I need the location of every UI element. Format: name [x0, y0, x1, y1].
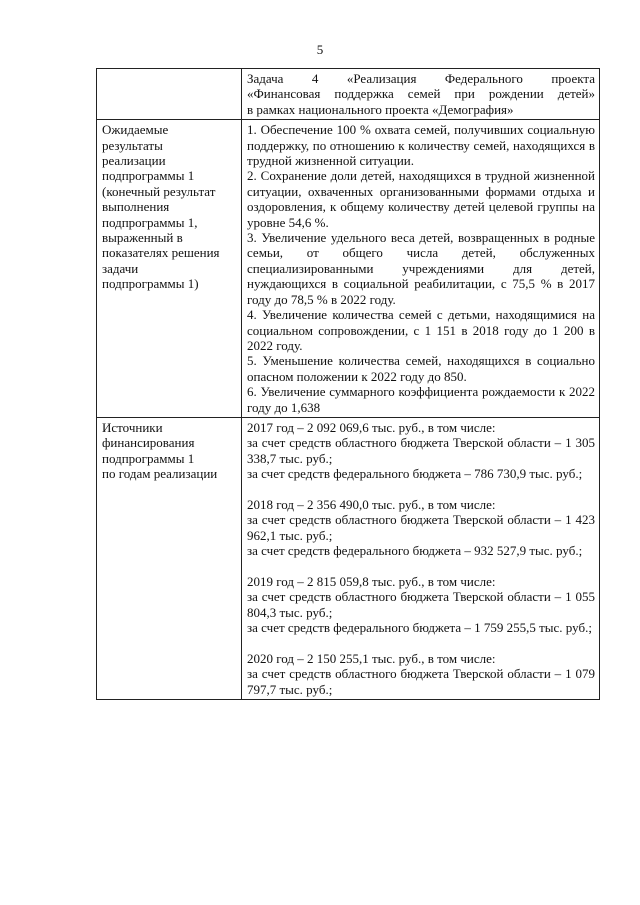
- funding-regional: за счет средств областного бюджета Тверской области – 1 423 962,1 тыс. руб.;: [247, 512, 595, 543]
- result-item: 6. Увеличение суммарного коэффициента рождаемости к 2022 году до 1,638: [247, 384, 595, 415]
- task-label-cell: [97, 69, 242, 120]
- label-line: финансирования: [102, 435, 195, 451]
- results-label-cell: [97, 120, 242, 418]
- result-item: 3. Увеличение удельного веса детей, возвращенных в родные семьи, от общего числа детей, обслуженных специализированными учреждениями для детей, нуждающихся в социальной реабилитации, с 75,5 % в 2017 году до 78,5 % в 2022 году.: [247, 230, 595, 307]
- label-line: по годам реализации: [102, 466, 218, 482]
- funding-regional: за счет средств областного бюджета Тверской области – 1 055 804,3 тыс. руб.;: [247, 589, 595, 620]
- label-line: задачи: [102, 260, 139, 276]
- funding-regional: за счет средств областного бюджета Тверской области – 1 079 797,7 тыс. руб.;: [247, 666, 595, 697]
- label-line: результаты: [102, 137, 163, 153]
- label-line: подпрограммы 1: [102, 450, 195, 466]
- funding-federal: за счет средств федерального бюджета – 786 730,9 тыс. руб.;: [247, 466, 583, 482]
- funding-year-total: 2017 год – 2 092 069,6 тыс. руб., в том числе:: [247, 419, 496, 435]
- funding-year-total: 2019 год – 2 815 059,8 тыс. руб., в том числе:: [247, 573, 496, 589]
- funding-federal: за счет средств федерального бюджета – 932 527,9 тыс. руб.;: [247, 543, 583, 559]
- table-row-task: [97, 69, 600, 120]
- label-line: Ожидаемые: [102, 122, 169, 138]
- passport-table: [96, 68, 600, 700]
- label-line: подпрограммы 1): [102, 276, 199, 292]
- label-line: подпрограммы 1,: [102, 214, 198, 230]
- label-line: Источники: [102, 419, 163, 435]
- funding-regional: за счет средств областного бюджета Тверской области – 1 305 338,7 тыс. руб.;: [247, 435, 595, 466]
- label-line: (конечный результат: [102, 183, 216, 199]
- funding-year-total: 2018 год – 2 356 490,0 тыс. руб., в том числе:: [247, 496, 496, 512]
- label-line: реализации: [102, 153, 166, 169]
- result-item: 1. Обеспечение 100 % охвата семей, получивших социальную поддержку, по отношению к количеству семей, находящихся в трудной жизненной ситуации.: [247, 122, 595, 169]
- table-row-results: [97, 120, 600, 418]
- result-item: 4. Увеличение количества семей с детьми, находящимися на социальном сопровождении, с 1 151 в 2018 году до 1 200 в 2022 году.: [247, 307, 595, 353]
- results-cell: [242, 120, 600, 418]
- task-line: в рамках национального проекта «Демография»: [247, 101, 514, 117]
- label-line: выполнения: [102, 199, 170, 215]
- funding-year-total: 2020 год – 2 150 255,1 тыс. руб., в том числе:: [247, 650, 496, 666]
- label-line: подпрограммы 1: [102, 168, 195, 184]
- funding-label-cell: [97, 417, 242, 699]
- result-item: 5. Уменьшение количества семей, находящихся в социально опасном положении к 2022 году до 850.: [247, 353, 595, 384]
- funding-federal: за счет средств федерального бюджета – 1 759 255,5 тыс. руб.;: [247, 620, 592, 636]
- label-line: выраженный в: [102, 230, 183, 246]
- page-number: 5: [316, 42, 324, 57]
- task-cell: [242, 69, 600, 120]
- funding-cell: [242, 417, 600, 699]
- task-line: Задача 4 «Реализация Федерального проекта: [247, 71, 595, 86]
- label-line: показателях решения: [102, 245, 220, 261]
- task-line: «Финансовая поддержка семей при рождении детей»: [247, 86, 595, 102]
- table-row-funding: [97, 417, 600, 699]
- result-item: 2. Сохранение доли детей, находящихся в трудной жизненной ситуации, охваченных организованными формами отдыха и оздоровления, к общему количеству детей целевой группы на уровне 54,6 %.: [247, 168, 595, 230]
